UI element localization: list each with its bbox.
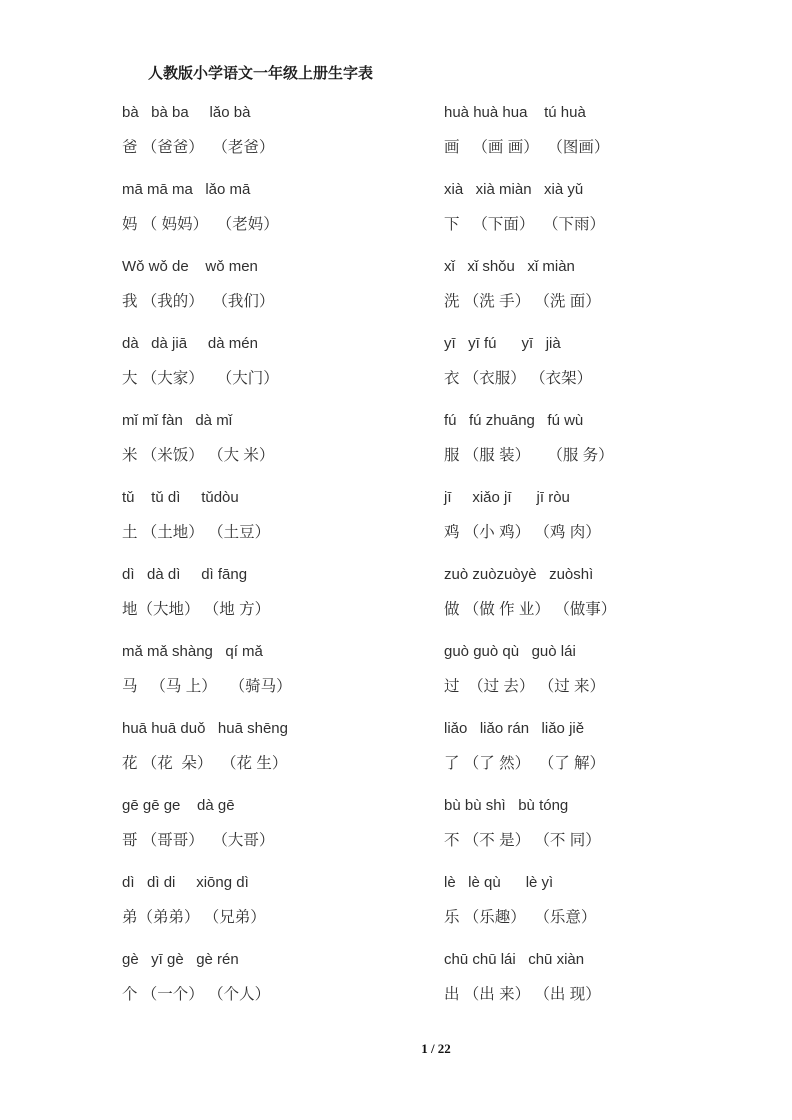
vocab-entry [444,411,616,467]
pinyin-line: dà dà jiā dà mén [122,335,258,352]
vocab-entry [444,950,616,1006]
hanzi-line: 乐 （乐趣） （乐意） [444,909,597,926]
vocab-entry [122,411,292,467]
hanzi-line: 花 （花 朵） （花 生） [122,755,288,772]
vocab-entry [122,334,292,390]
pinyin-line: mā mā ma lǎo mā [122,181,251,198]
hanzi-line: 洗 （洗 手） （洗 面） [444,293,601,310]
pinyin-line: huā huā duǒ huā shēng [122,720,288,737]
pinyin-line: dì dà dì dì fāng [122,566,248,583]
vocab-entry [122,103,292,159]
vocab-entry [122,642,292,698]
pinyin-line: liǎo liǎo rán liǎo jiě [444,720,585,737]
vocab-entry [122,719,292,775]
vocab-entry [122,950,292,1006]
vocab-entry [444,565,616,621]
pinyin-line: tǔ tǔ dì tǔdòu [122,489,239,506]
pinyin-line: fú fú zhuāng fú wù [444,412,584,429]
vocab-entry [122,873,292,929]
pinyin-line: zuò zuòzuòyè zuòshì [444,566,594,583]
vocab-entry [122,488,292,544]
hanzi-line: 了 （了 然） （了 解） [444,755,606,772]
vocab-entry [122,257,292,313]
vocab-entry [444,796,616,852]
hanzi-line: 地（大地） （地 方） [122,601,271,618]
pinyin-line: yī yī fú yī jià [444,335,561,352]
pinyin-line: gē gē ge dà gē [122,797,235,814]
hanzi-line: 下 （下面） （下雨） [444,216,606,233]
pinyin-line: huà huà hua tú huà [444,104,586,121]
vocab-entry [444,719,616,775]
vocab-entry [444,257,616,313]
document-title: 人教版小学语文一年级上册生字表 [148,65,374,82]
pinyin-line: mǎ mǎ shàng qí mǎ [122,643,263,660]
hanzi-line: 米 （米饭） （大 米） [122,447,275,464]
vocab-entry [444,873,616,929]
hanzi-line: 爸 （爸爸） （老爸） [122,139,275,156]
pinyin-line: lè lè qù lè yì [444,874,554,891]
pinyin-line: bà bà ba lǎo bà [122,104,251,121]
hanzi-line: 鸡 （小 鸡） （鸡 肉） [444,524,601,541]
pinyin-line: chū chū lái chū xiàn [444,951,585,968]
hanzi-line: 个 （一个） （个人） [122,986,271,1003]
hanzi-line: 土 （土地） （土豆） [122,524,271,541]
hanzi-line: 过 （过 去） （过 来） [444,678,606,695]
hanzi-line: 不 （不 是） （不 同） [444,832,601,849]
hanzi-line: 妈 （ 妈妈） （老妈） [122,216,279,233]
vocab-entry [444,488,616,544]
hanzi-line: 做 （做 作 业） （做事） [444,601,617,618]
hanzi-line: 衣 （衣服） （衣架） [444,370,593,387]
pinyin-line: gè yī gè gè rén [122,951,239,968]
pinyin-line: xià xià miàn xià yǔ [444,181,584,198]
pinyin-line: jī xiǎo jī jī ròu [444,489,570,506]
left-column [122,103,292,1027]
pinyin-line: mǐ mǐ fàn dà mǐ [122,412,233,429]
hanzi-line: 我 （我的） （我们） [122,293,275,310]
hanzi-line: 弟（弟弟） （兄弟） [122,909,266,926]
vocab-entry [122,565,292,621]
vocab-entry [444,180,616,236]
page-number: 1 / 22 [421,1041,451,1056]
pinyin-line: dì dì di xiōng dì [122,874,249,891]
vocab-entry [444,103,616,159]
vocab-entry [444,642,616,698]
right-column [444,103,616,1027]
hanzi-line: 出 （出 来） （出 现） [444,986,601,1003]
hanzi-line: 服 （服 装） （服 务） [444,447,614,464]
pinyin-line: xǐ xǐ shǒu xǐ miàn [444,258,575,275]
hanzi-line: 大 （大家） （大门） [122,370,279,387]
hanzi-line: 马 （马 上） （骑马） [122,678,292,695]
hanzi-line: 哥 （哥哥） （大哥） [122,832,275,849]
hanzi-line: 画 （画 画） （图画） [444,139,610,156]
pinyin-line: bù bù shì bù tóng [444,797,569,814]
pinyin-line: guò guò qù guò lái [444,643,576,660]
pinyin-line: Wǒ wǒ de wǒ men [122,258,258,275]
vocab-entry [122,796,292,852]
vocab-entry [122,180,292,236]
vocab-entry [444,334,616,390]
